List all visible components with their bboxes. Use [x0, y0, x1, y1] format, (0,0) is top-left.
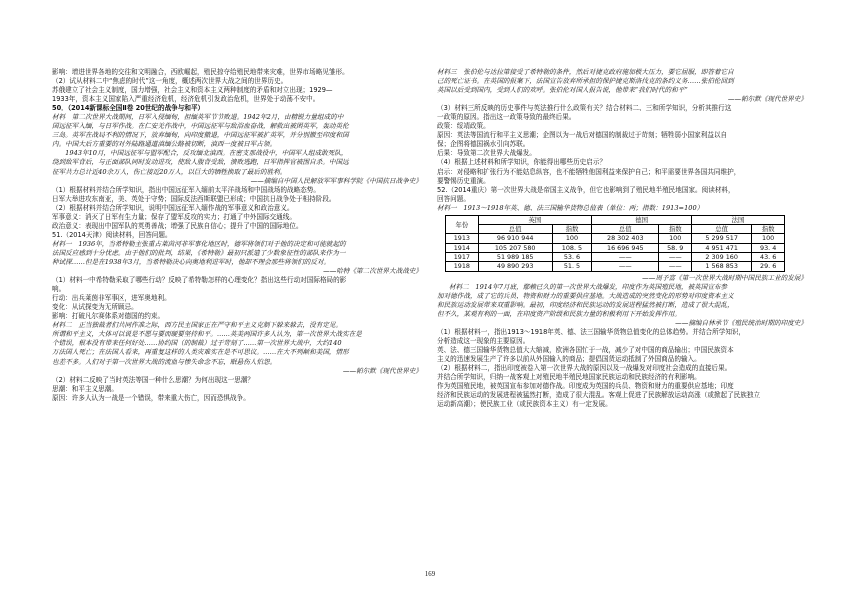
value-cell: 4 951 471: [692, 243, 752, 252]
text-line: 国远征军入缅，与日军作战。在仁安羌作战中，中国远征军与敌浴血奋战，解救出被困英军，轰动英伦: [52, 122, 349, 131]
value-cell: 100: [659, 234, 692, 243]
text-line: 原因：英法等国流行和平主义思潮；企图以为一战后对德国的制裁过于苛刻；牺牲弱小国家利益以自: [437, 131, 728, 140]
value-cell: 96 910 944: [478, 234, 552, 243]
text-line: 行动：出兵莱茵非军事区，进军奥地利。: [52, 294, 171, 303]
text-line: 启示：对侵略和扩张行为不能姑息纵容，也不能牺牲他国利益来保护自己；和平需要世界各国共同维护，: [437, 167, 741, 176]
country-header: 德国: [592, 215, 692, 224]
text-line: ——摘编自中国人民解放军军事科学院《中国抗日战争史》: [250, 176, 422, 185]
text-line: 己的死亡证书。在英国的报案下，法国宣告放弃所承担的保护捷克斯洛伐克的条约义务……张伯伦回到: [437, 77, 734, 86]
text-line: ——帕尔默《现代世界史》: [727, 95, 807, 104]
table-row: [446, 234, 785, 243]
value-cell: ——: [659, 252, 692, 261]
value-cell: 53. 6: [552, 252, 592, 261]
sub-header: 总值: [592, 225, 659, 234]
value-cell: ——: [592, 262, 659, 271]
text-line: （2）试从材料二中“焦虑的时代”这一角度，概述两次世界大战之间的世界历史。: [52, 77, 288, 86]
text-line: 法国反应感到十分忧虑。由于他们的批判，结果，《希特勒》最初只派遣了少数象征性的部队来作为一: [52, 248, 346, 257]
text-line: 英、法、德三国输华货物总值大大缩减，欧洲各国忙于一战，减少了对中国的商品输出；中国民族资本: [437, 345, 734, 354]
text-line: ——摘编自林承节《殖民统治时期的印度史》: [675, 318, 807, 327]
table-row: [446, 243, 785, 252]
text-line: 苏俄建立了社会主义制度，国力增强，社会主义和资本主义两种制度的矛盾和对立出现；1929—: [52, 86, 333, 95]
year-cell: 1913: [446, 234, 479, 243]
value-cell: 93. 4: [752, 243, 785, 252]
value-cell: 5 299 517: [692, 234, 752, 243]
text-line: 变化：从试探变为无所顾忌。: [52, 303, 138, 312]
table-subheader-row: [446, 225, 785, 234]
text-line: 材料二 正当独裁者们共同作准之际，西方民主国家正在严守和平主义克制下躲来躲去，没有定见。: [52, 321, 343, 330]
text-line: （4）根据上述材料和所学知识，你能得出哪些历史启示？: [437, 158, 607, 167]
text-line: 运动新高潮）；使民族工业（或民族资本主义）有一定发展。: [437, 400, 612, 409]
text-line: ——帕尔默《现代世界史》: [342, 366, 422, 375]
text-line: 征军共力总计近40余万人，伤亡接近20万人，以巨大的牺牲换取了最后的胜利。: [52, 167, 287, 176]
text-line: 经济和民族运动的发展进程被猛然打断，造成了很大混乱。客观上促进了民族解放运动高涨（或掀起了民族独立: [437, 391, 761, 400]
country-header: 英国: [478, 215, 592, 224]
text-line: 三岛。英军在战局不利的情况下，放弃缅甸，向印度撤退，中国远征军被扩英军，并分别撤至印度和国: [52, 131, 349, 140]
text-line: 材料一 1936年，当希特勒主张重占莱茵河非军事化地区时，德军将领们对于他的决定和可能就起的: [52, 239, 346, 248]
text-line: 影响：增进世界各地的交往和文明融合，西欧崛起，殖民掠夺给殖民地带来灾难，世界市场略见雏形。: [52, 68, 349, 76]
text-line: 响。: [52, 285, 66, 294]
text-line: 和民族运动发展带来双重影响。最初，印度经济和民族运动的发展进程猛然被打断，造成了很大混乱，: [437, 300, 734, 309]
text-line: 材料一 1913～1918年英、德、法三国输华货物总值表（单位：两；指数：1913=100）: [437, 203, 704, 212]
sub-header: 指数: [659, 225, 692, 234]
country-header: 法国: [692, 215, 785, 224]
text-line: （2）材料二反映了当时英法等国一种什么思潮？为何出现这一思潮？: [52, 375, 255, 384]
text-line: 加对德作战，成了它的兵员、物资和财力的重要供应基地。大战造成的突然变化的形势对印度资本主义: [437, 291, 734, 300]
text-line: 英国以后受到国内，受到人们的欢呼。张伯伦对国人报告说，他带来“我们时代的和平”: [437, 86, 688, 95]
text-line: 日军大举进攻东南亚，美、英处于守势；国际反法西斯联盟已形成；中国抗日战争处于相持阶段。: [52, 194, 336, 203]
text-line: 材料三 张伯伦与达拉第接受了希特勒的条件，然后对捷克政府施加极大压力，要它屈服，即答着它自: [437, 68, 734, 76]
text-line: 要警惕历史重演。: [437, 176, 490, 185]
value-cell: 29. 6: [752, 262, 785, 271]
text-line: 万法国人死亡；在法国人看来，再重复这样的人类灾难实在是不可思议。……在大不列颠和美国，情形: [52, 348, 349, 357]
text-line: 并结合所学知识，归纳一战客观上对殖民地半殖民地国家民族运动和民族经济的有利影响。: [437, 373, 701, 382]
text-line: （1）材料一中希特勒采取了哪些行动？反映了希特勒怎样的心理变化？指出这些行动对国际格局的影: [52, 276, 347, 285]
import-value-table: [445, 215, 785, 272]
value-cell: 51. 5: [552, 262, 592, 271]
right-top-text: [437, 68, 807, 213]
value-cell: 28 302 403: [592, 234, 659, 243]
text-line: 分析造成这一现象的主要原因。: [437, 336, 530, 345]
text-line: （2）根据材料并结合所学知识，说明中国远征军入缅作战的军事意义和政治意义。: [52, 203, 294, 212]
right-bottom-text: [437, 283, 807, 410]
year-header: 年份: [446, 215, 479, 234]
text-line: （2）根据材料二，指出印度被卷入第一次世界大战的原因以及一战爆发对印度社会造成的直接后果。: [437, 364, 732, 372]
text-line: 所谓和平主义，大体可以说是不愿与要而硬要坚持和平。……英美两国许多人认为，第一次世界大战实在是: [52, 330, 362, 339]
text-line: 51.（2014天津）阅读材料，回答问题。: [52, 230, 172, 239]
table-header-row: [446, 215, 785, 224]
text-line: 一政策的原因。指出这一政策导致的最终后果。: [437, 113, 576, 122]
text-line: 也差不多。人们对于第一次世界大战的流血与惨失命念不忘，眠悬伤人怕怨。: [52, 357, 277, 366]
right-column: [437, 68, 807, 409]
value-cell: 43. 6: [752, 252, 785, 261]
year-cell: 1917: [446, 252, 479, 261]
text-line: 1933年，资本主义国家陷入严重经济危机，经济危机引发政治危机，世界处于动荡不安中。: [52, 95, 320, 104]
text-line: 绕到敌军背后，与正面部队同时发动进攻，使敌人腹背受敌，溃败逃跑，日军指挥官被围自杀。中国远: [52, 158, 349, 167]
sub-header: 指数: [552, 225, 592, 234]
text-line: （3）材料三所反映的历史事件与英法推行什么政策有关？结合材料二、三和所学知识，分析其推行这: [437, 104, 732, 113]
text-line: 50．（2014新课标全国Ⅱ卷 20世纪的战争与和平）: [52, 104, 205, 113]
sub-header: 指数: [752, 225, 785, 234]
table-row: [446, 252, 785, 261]
text-line: 政治意义：表现出中国军队的英勇善战；增强了民族自信心；提升了中国的国际地位。: [52, 221, 303, 230]
text-line: 材料 第二次世界大战期间，日军入侵缅甸，担缅英军节节败退。1942年2月，由精锐力量组成的中: [52, 113, 344, 122]
text-line: 材料二 1914年7月底，鄢赖已久的第一次世界大战爆发，印度作为英国殖民地，被英国宣布参: [449, 282, 728, 291]
value-cell: ——: [659, 262, 692, 271]
value-cell: ——: [592, 252, 659, 261]
year-cell: 1914: [446, 243, 479, 252]
text-line: 作为英国殖民地，被英国宣布参加对德作战。印度成为英国的兵员、物资和财力的重要供应基地；印度: [437, 382, 734, 391]
value-cell: 16 696 945: [592, 243, 659, 252]
text-line: 保；企图将德国祸水引向苏联。: [437, 140, 530, 149]
text-line: 但不久，某观有利的一面，在印度资产阶级和民族力量的积极利用下开始发挥作用。: [437, 309, 681, 318]
text-line: 52.（2014重庆）第一次世界大战是帝国主义战争，但它也影响到了殖民地半殖民地国家。阅读材料，: [437, 185, 735, 194]
value-cell: 49 890 293: [478, 262, 552, 271]
text-line: 原因：许多人认为一战是一个错误，带来重大伤亡，因而恐惧战争。: [52, 393, 250, 402]
text-line: 主义的迅速发展生产了许多以前从外国输入的商品；提倡国货运动抵制了外国商品的输入。: [437, 354, 701, 363]
text-line: 影响：打破凡尔赛体系对德国的约束。: [52, 312, 165, 321]
value-cell: 51 989 185: [478, 252, 552, 261]
text-line: 政策：绥靖政策。: [437, 122, 490, 131]
text-line: 个错误，根本没有带来任何好处……协约国（的制裁）过于苛刻了……第一次世界大战中，大约140: [52, 339, 342, 348]
value-cell: 2 309 160: [692, 252, 752, 261]
text-line: （1）根据材料并结合所学知识，指出中国远征军入缅前太平洋战场和中国战场的战略态势。: [52, 185, 320, 194]
text-line: 军事意义：消灭了日军有生力量；保存了盟军反攻的实力；打通了中外国际交通线。: [52, 212, 296, 221]
left-column: [52, 68, 422, 403]
value-cell: 1 568 853: [692, 262, 752, 271]
page-number: 169: [424, 571, 436, 578]
value-cell: 100: [552, 234, 592, 243]
text-line: 思潮：和平主义思潮。: [52, 384, 118, 393]
value-cell: 105 207 580: [478, 243, 552, 252]
value-cell: 100: [752, 234, 785, 243]
sub-header: 总值: [478, 225, 552, 234]
table-row: [446, 262, 785, 271]
text-line: 回答问题。: [437, 194, 470, 203]
text-line: ——哈特《第二次世界大战战史》: [323, 267, 422, 276]
value-cell: 108. 5: [552, 243, 592, 252]
value-cell: 58. 9: [659, 243, 692, 252]
text-line: 1943年10月，中国远征军与盟军配合，反攻缅北滇西。在密支那战役中，中国军人组成敢死队，: [52, 149, 348, 158]
text-line: 后果：导致第二次世界大战爆发。: [437, 149, 536, 158]
text-line: 种试探……但是在1938年3月，当希特勒决心向奥地利进军时，他却不理会那些将领们的反对。: [52, 257, 331, 266]
year-cell: 1918: [446, 262, 479, 271]
table-source: ——周予富《第一次世界大战时期中国民族工业的发展》: [642, 273, 807, 282]
sub-header: 总值: [692, 225, 752, 234]
text-line: （1）根据材料一，指出1913～1918年英、德、法三国输华货物总值变化的总体趋势。并结合所学知识，: [437, 327, 746, 336]
text-line: 内。中国大后方重要的对外陆路通道滇缅公路被切断，滇西一度被日军占领。: [52, 140, 277, 149]
